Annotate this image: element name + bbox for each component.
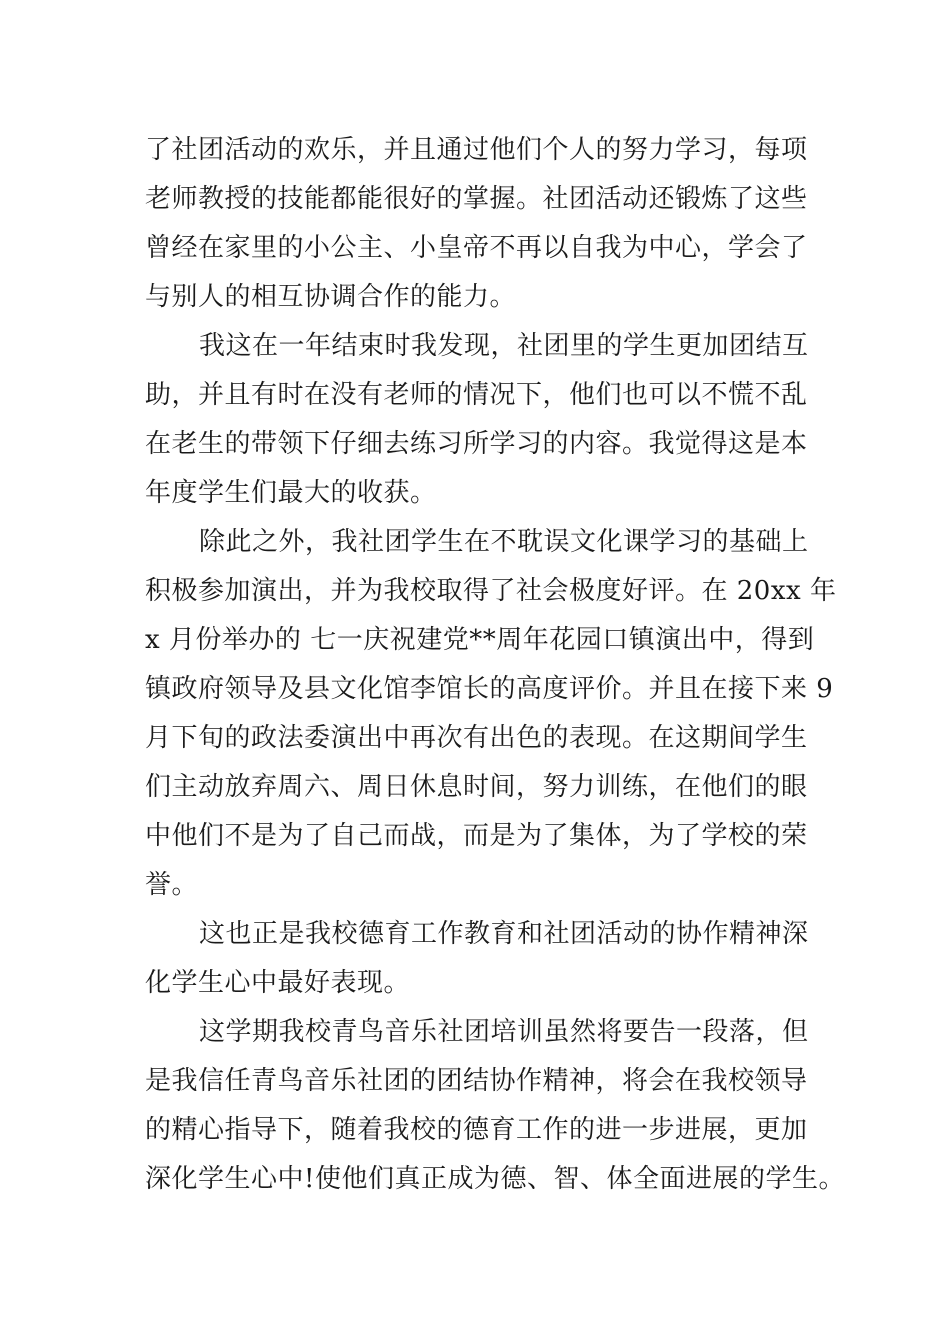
- paragraph-line: 在老生的带领下仔细去练习所学习的内容。我觉得这是本: [145, 429, 808, 459]
- paragraph-line: 与别人的相互协调合作的能力。: [145, 282, 517, 312]
- paragraph-line: 年度学生们最大的收获。: [145, 478, 437, 508]
- paragraph-line: 誉。: [145, 870, 199, 900]
- paragraph-line: 这也正是我校德育工作教育和社团活动的协作精神深: [199, 919, 809, 949]
- paragraph-3: [145, 518, 837, 910]
- paragraph-line: 曾经在家里的小公主、小皇帝不再以自我为中心，学会了: [145, 233, 808, 263]
- paragraph-line: 是我信任青鸟音乐社团的团结协作精神，将会在我校领导: [145, 1066, 808, 1096]
- paragraph-line: x 月份举办的 七一庆祝建党**周年花园口镇演出中，得到: [145, 625, 815, 655]
- paragraph-line: 化学生心中最好表现。: [145, 968, 411, 998]
- paragraph-line: 积极参加演出，并为我校取得了社会极度好评。在 20xx 年: [145, 576, 837, 606]
- paragraph-line: 的精心指导下，随着我校的德育工作的进一步进展，更加: [145, 1115, 808, 1145]
- paragraph-line: 这学期我校青鸟音乐社团培训虽然将要告一段落，但: [199, 1017, 809, 1047]
- paragraph-line: 深化学生心中!使他们真正成为德、智、体全面进展的学生。: [145, 1164, 845, 1194]
- paragraph-line: 我这在一年结束时我发现，社团里的学生更加团结互: [199, 331, 809, 361]
- paragraph-2: [145, 322, 810, 518]
- paragraph-line: 们主动放弃周六、周日休息时间，努力训练，在他们的眼: [145, 772, 808, 802]
- paragraph-line: 中他们不是为了自己而战，而是为了集体，为了学校的荣: [145, 821, 808, 851]
- paragraph-line: 了社团活动的欢乐，并且通过他们个人的努力学习，每项: [145, 135, 808, 165]
- paragraph-5: [145, 1008, 845, 1204]
- paragraph-1: [145, 126, 810, 322]
- paragraph-line: 老师教授的技能都能很好的掌握。社团活动还锻炼了这些: [145, 184, 808, 214]
- paragraph-4: [145, 910, 810, 1008]
- paragraph-line: 除此之外，我社团学生在不耽误文化课学习的基础上: [199, 527, 809, 557]
- paragraph-line: 助，并且有时在没有老师的情况下，他们也可以不慌不乱: [145, 380, 808, 410]
- paragraph-line: 月下旬的政法委演出中再次有出色的表现。在这期间学生: [145, 723, 808, 753]
- paragraph-line: 镇政府领导及县文化馆李馆长的高度评价。并且在接下来 9: [145, 674, 834, 704]
- document-body: [145, 126, 845, 1204]
